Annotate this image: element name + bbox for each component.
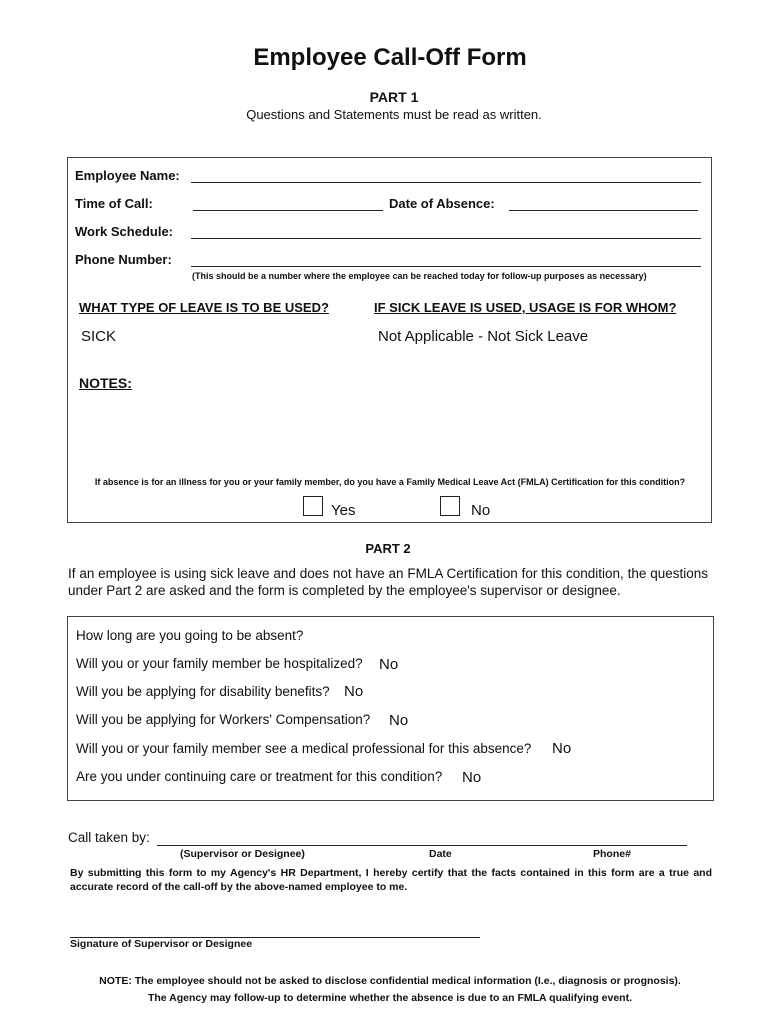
answer-medical-professional[interactable]: No	[552, 740, 572, 757]
notes-label: NOTES:	[79, 375, 132, 391]
notes-area[interactable]	[79, 398, 699, 464]
fmla-no-checkbox[interactable]	[440, 496, 460, 516]
answer-continuing-care[interactable]: No	[462, 769, 482, 786]
date-caption: Date	[429, 848, 452, 860]
confidentiality-note: NOTE: The employee should not be asked to disclose confidential medical information (I.e., diagnosis or prognosis).	[99, 975, 681, 987]
work-schedule-field[interactable]	[191, 238, 701, 239]
work-schedule-label: Work Schedule:	[75, 224, 174, 239]
time-of-call-label: Time of Call:	[75, 196, 153, 211]
certification-statement: By submitting this form to my Agency's HR Department, I hereby certify that the facts contained in this form are a true and accurate record of the call-off by the above-named employee to me.	[70, 867, 712, 893]
question-workers-comp: Will you be applying for Workers' Compensation?	[76, 712, 371, 727]
fmla-question: If absence is for an illness for you or your family member, do you have a Family Medical Leave Act (FMLA) Certification for this condition?	[94, 477, 686, 487]
question-hospitalized: Will you or your family member be hospitalized?	[76, 656, 363, 671]
employee-name-field[interactable]	[191, 182, 701, 183]
answer-hospitalized[interactable]: No	[379, 656, 399, 673]
part2-heading: PART 2	[365, 541, 411, 556]
phone-number-label: Phone Number:	[75, 252, 172, 267]
date-of-absence-label: Date of Absence:	[389, 196, 495, 211]
part2-intro: If an employee is using sick leave and does not have an FMLA Certification for this condition, the questions under Part 2 are asked and the form is completed by the employee's supervisor or designee.	[68, 566, 708, 598]
fmla-yes-label: Yes	[331, 502, 356, 519]
answer-workers-comp[interactable]: No	[389, 712, 409, 729]
time-of-call-field[interactable]	[193, 210, 383, 211]
signature-caption: Signature of Supervisor or Designee	[70, 938, 253, 950]
part1-heading: PART 1	[369, 89, 419, 105]
phone-note: (This should be a number where the employee can be reached today for follow-up purposes as necessary)	[192, 271, 647, 281]
answer-disability[interactable]: No	[344, 683, 364, 700]
leave-type-value[interactable]: SICK	[81, 328, 117, 345]
phone-caption: Phone#	[593, 848, 631, 860]
fmla-yes-checkbox[interactable]	[303, 496, 323, 516]
question-continuing-care: Are you under continuing care or treatment for this condition?	[76, 769, 443, 784]
date-of-absence-field[interactable]	[509, 210, 698, 211]
question-absence-length: How long are you going to be absent?	[76, 628, 304, 643]
followup-note: The Agency may follow-up to determine whether the absence is due to an FMLA qualifying event.	[147, 992, 633, 1004]
question-disability: Will you be applying for disability benefits?	[76, 684, 330, 699]
fmla-no-label: No	[471, 502, 491, 519]
leave-type-heading: WHAT TYPE OF LEAVE IS TO BE USED?	[79, 300, 329, 315]
question-medical-professional: Will you or your family member see a medical professional for this absence?	[76, 741, 532, 756]
form-title: Employee Call-Off Form	[253, 44, 527, 71]
employee-name-label: Employee Name:	[75, 168, 180, 183]
phone-number-field[interactable]	[191, 266, 701, 267]
sick-usage-value[interactable]: Not Applicable - Not Sick Leave	[378, 328, 589, 345]
call-taken-field[interactable]	[157, 845, 687, 846]
call-taken-label: Call taken by:	[68, 830, 150, 845]
sick-usage-heading: IF SICK LEAVE IS USED, USAGE IS FOR WHOM?	[374, 300, 677, 315]
part1-instruction: Questions and Statements must be read as written.	[246, 107, 542, 122]
supervisor-caption: (Supervisor or Designee)	[180, 848, 305, 860]
